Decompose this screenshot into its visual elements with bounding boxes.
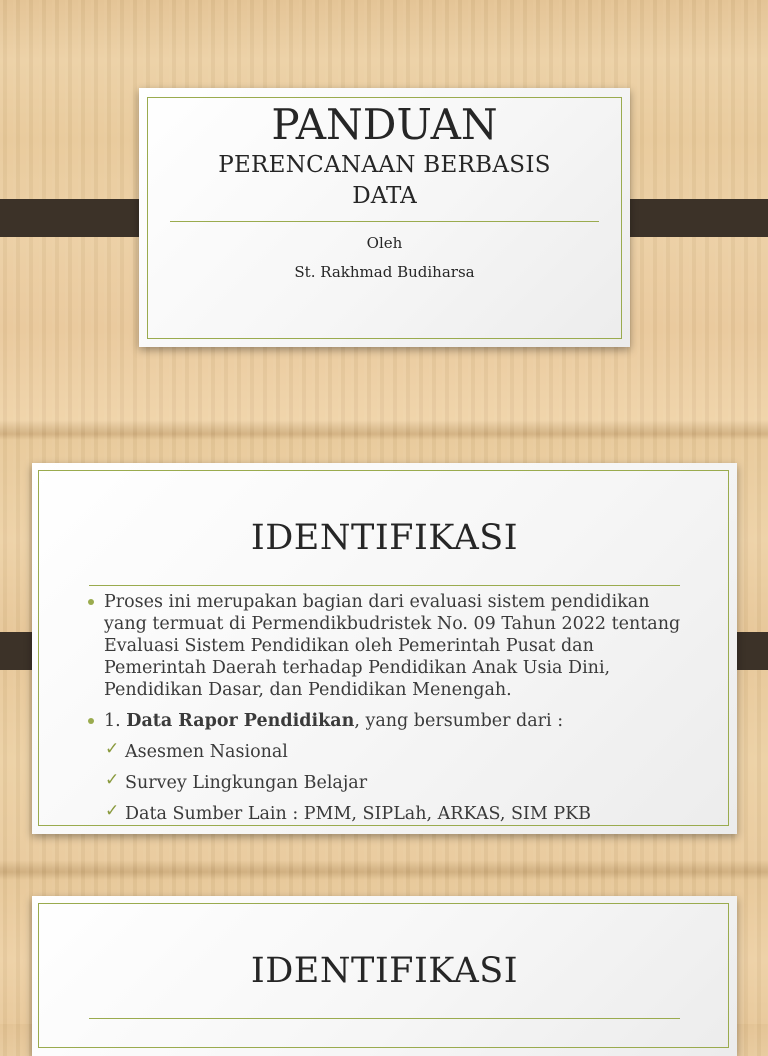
slide-title: PANDUAN [271,100,498,149]
strap-right-1 [612,199,768,237]
slide-title: IDENTIFIKASI [250,518,519,558]
list-item [87,710,687,732]
identifikasi-slide-2 [32,896,737,1056]
list-item [87,741,687,763]
checkmark-icon: ✓ [105,739,120,759]
by-label: Oleh [366,234,403,252]
strap-left-1 [0,199,156,237]
bullet-bold-text: Data Rapor Pendidikan [126,711,355,731]
author-name: St. Rakhmad Budiharsa [294,263,475,281]
bullet-text: , yang bersumber dari : [354,711,564,731]
slide-subtitle-line1: PERENCANAAN BERBASIS [218,152,551,178]
list-item [87,803,687,825]
list-item [87,591,687,701]
slide-title: IDENTIFIKASI [250,951,519,991]
sub-item-text: Survey Lingkungan Belajar [125,773,368,793]
bullet-text: Proses ini merupakan bagian dari evaluasi sistem pendidikan yang termuat di Permendikbudristek No. 09 Tahun 2022 tentang Evaluasi Sistem Pendidikan oleh Pemerintah Pusat dan Pemerintah Daerah terhadap Pendidikan Anak Usia Dini, Pendidikan Dasar, dan Pendidikan Menengah. [104,592,681,700]
title-divider [89,1018,680,1019]
checkmark-icon: ✓ [105,770,120,790]
sub-item-text: Data Sumber Lain : PMM, SIPLah, ARKAS, SIM PKB [125,804,592,824]
sub-item-text: Asesmen Nasional [125,742,288,762]
title-divider [89,585,680,586]
list-item [87,772,687,794]
bullet-list [87,591,687,825]
title-divider [170,221,599,222]
title-slide [139,88,630,347]
slide-subtitle-line2: DATA [352,183,417,209]
bullet-number: 1. [104,711,127,731]
checkmark-icon: ✓ [105,801,120,821]
identifikasi-slide [32,463,737,834]
